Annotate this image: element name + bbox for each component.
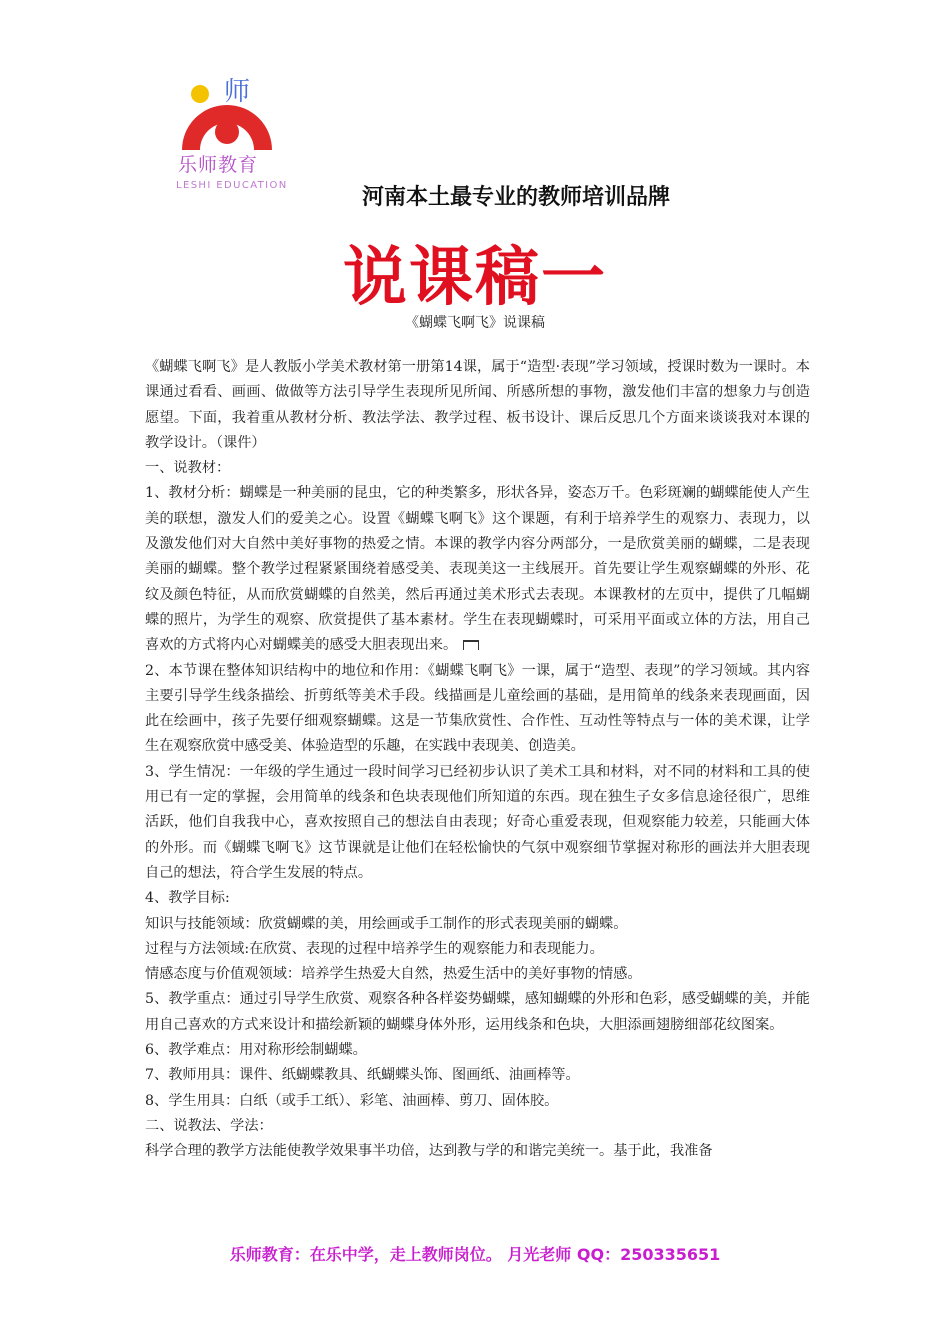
body-paragraph: 过程与方法领域:在欣赏、表现的过程中培养学生的观察能力和表现能力。: [145, 940, 604, 957]
body-paragraph: 7、教师用具：课件、纸蝴蝶教具、纸蝴蝶头饰、图画纸、油画棒等。: [145, 1067, 580, 1084]
body-paragraph: 情感态度与价值观领域：培养学生热爱大自然，热爱生活中的美好事物的情感。: [145, 966, 642, 983]
page-subtitle: 《蝴蝶飞啊飞》说课稿: [405, 315, 545, 331]
section-heading: 二、说教法、学法：: [145, 1117, 273, 1134]
body-paragraph: 4、教学目标:: [145, 890, 230, 907]
body-paragraph: 科学合理的教学方法能使教学效果事半功倍，达到教与学的和谐完美统一。基于此，我准备: [145, 1143, 713, 1160]
body-paragraph: 2、本节课在整体知识结构中的地位和作用：《蝴蝶飞啊飞》一课，属于“造型、表现”的学习领域。其内容主要引导学生线条描绘、折剪纸等美术手段。线描画是儿童绘画的基础，是用简单的线条来表现画面，因此在绘画中，孩子先要仔细观察蝴蝶。这是一节集欣赏性、合作性、互动性等特点与一体的美术课，让学生在观察欣赏中感受美、体验造型的乐趣，在实践中表现美、创造美。: [145, 662, 810, 755]
body-paragraph: 6、教学难点：用对称形绘制蝴蝶。: [145, 1042, 367, 1059]
body-paragraph: 5、教学重点：通过引导学生欣赏、观察各种各样姿势蝴蝶，感知蝴蝶的外形和色彩，感受蝴蝶的美，并能用自己喜欢的方式来设计和描绘新颖的蝴蝶身体外形，运用线条和色块，大胆添画翅膀细部花纹图案。: [145, 991, 810, 1033]
body-paragraph: 知识与技能领域：欣赏蝴蝶的美，用绘画或手工制作的形式表现美丽的蝴蝶。: [145, 915, 628, 932]
page-title: 说课稿一: [343, 240, 607, 315]
logo-name-cn: 乐师教育: [178, 154, 259, 176]
brand-tagline: 河南本土最专业的教师培训品牌: [362, 185, 671, 210]
section-heading: 一、说教材：: [145, 460, 231, 477]
document-body: [145, 355, 810, 1165]
logo-mark-char: 师: [224, 77, 251, 107]
body-paragraph: 8、学生用具：白纸（或手工纸）、彩笔、油画棒、剪刀、固体胶。: [145, 1092, 559, 1109]
paragraph-text: 1、教材分析：蝴蝶是一种美丽的昆虫，它的种类繁多，形状各异，姿态万千。色彩斑斓的蝴蝶能使人产生美的联想，激发人们的爱美之心。设置《蝴蝶飞啊飞》这个课题，有利于培养学生的观察力、表现力，以及激发他们对大自然中美好事物的热爱之情。本课的教学内容分两部分，一是欣赏美丽的蝴蝶，二是表现美丽的蝴蝶。整个教学过程紧紧围绕着感受美、表现美这一主线展开。首先要让学生观察蝴蝶的外形、花纹及颜色特征，从而欣赏蝴蝶的自然美，然后再通过美术形式去表现。本课教材的左页中，提供了几幅蝴蝶的照片，为学生的观察、欣赏提供了基本素材。学生在表现蝴蝶时，可采用平面或立体的方法，用自己喜欢的方式将内心对蝴蝶美的感受大胆表现出来。: [145, 485, 810, 654]
edit-mark-icon: [463, 640, 479, 650]
logo-yellow-dot: [191, 85, 209, 103]
body-paragraph: [145, 481, 810, 658]
page-footer: 乐师教育：在乐中学，走上教师岗位。 月光老师 QQ：250335651: [229, 1245, 721, 1264]
logo-name-en: LESHI EDUCATION: [176, 180, 288, 191]
intro-paragraph: 《蝴蝶飞啊飞》是人教版小学美术教材第一册第14课，属于“造型·表现”学习领域，授课时数为一课时。本课通过看看、画画、做做等方法引导学生表现所见所闻、所感所想的事物，激发他们丰富的想象力与创造愿望。下面，我着重从教材分析、教法学法、教学过程、板书设计、课后反思几个方面来谈谈我对本课的教学设计。（课件）: [145, 359, 810, 451]
body-paragraph: 3、学生情况：一年级的学生通过一段时间学习已经初步认识了美术工具和材料，对不同的材料和工具的使用已有一定的掌握，会用简单的线条和色块表现他们所知道的东西。现在独生子女多信息途径很广，思维活跃，他们自我我中心，喜欢按照自己的想法自由表现；好奇心重爱表现，但观察能力较差，只能画大体的外形。而《蝴蝶飞啊飞》这节课就是让他们在轻松愉快的气氛中观察细节掌握对称形的画法并大胆表现自己的想法，符合学生发展的特点。: [145, 763, 810, 881]
logo-red-dot: [215, 120, 239, 144]
